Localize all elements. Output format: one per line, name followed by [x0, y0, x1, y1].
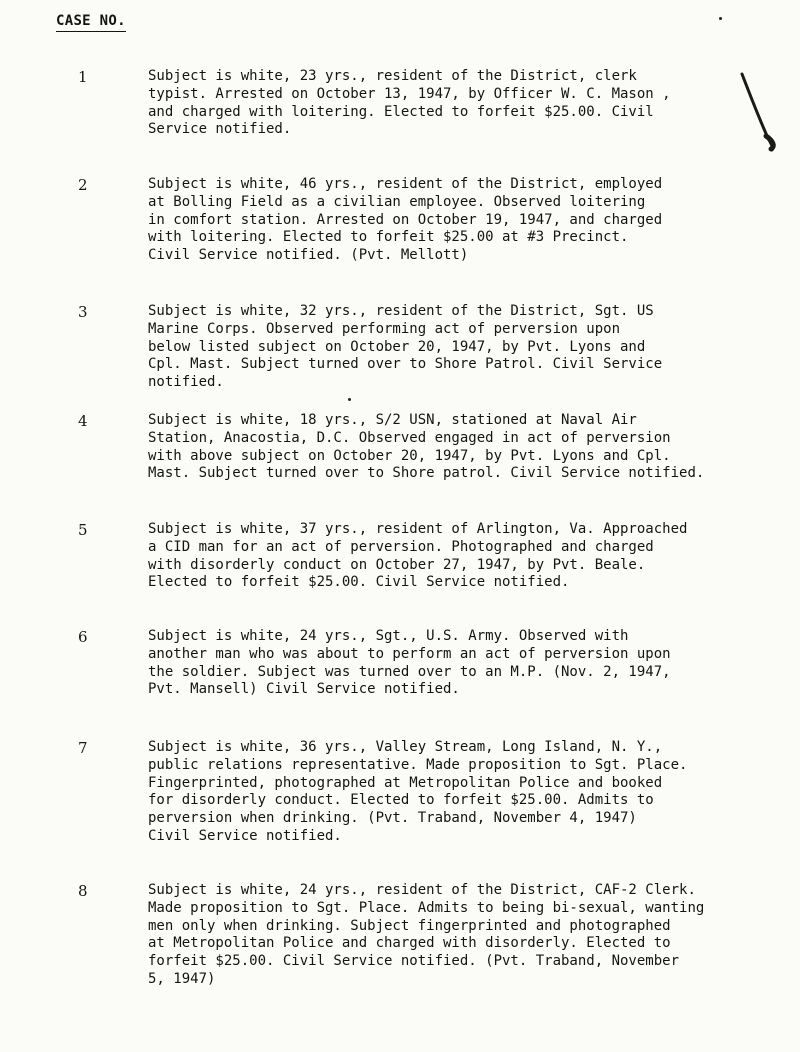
case-number-header: CASE NO. — [56, 12, 126, 32]
case-number: 3 — [78, 303, 88, 321]
case-number: 6 — [78, 628, 88, 646]
case-description: Subject is white, 23 yrs., resident of the District, clerk typist. Arrested on October 13, 1947, by Officer W. C. Mason , and charged with loitering. Elected to forfeit $25.00. Civil Service notified. — [148, 68, 671, 138]
case-number: 5 — [78, 521, 88, 539]
case-description: Subject is white, 18 yrs., S/2 USN, stationed at Naval Air Station, Anacostia, D.C. Observed engaged in act of perversion with above subject on October 20, 1947, by Pvt. Lyons and Cpl. Mast. Subject turned over to Shore patrol. Civil Service notified. — [148, 412, 705, 482]
case-number: 7 — [78, 739, 88, 757]
case-number: 1 — [78, 68, 88, 86]
case-description: Subject is white, 24 yrs., resident of the District, CAF-2 Clerk. Made proposition to Sgt. Place. Admits to being bi-sexual, wanting men only when drinking. Subject fingerprinted and photographed at Metropolitan Police and charged with disorderly. Elected to forfeit $25.00. Civil Service notified. (Pvt. Traband, November 5, 1947) — [148, 882, 705, 987]
case-description: Subject is white, 32 yrs., resident of the District, Sgt. US Marine Corps. Observed performing act of perversion upon below listed subject on October 20, 1947, by Pvt. Lyons and Cpl. Mast. Subject turned over to Shore Patrol. Civil Service notified. — [148, 303, 663, 391]
ink-dot — [348, 398, 351, 401]
ink-dot — [719, 17, 722, 20]
case-number: 8 — [78, 882, 88, 900]
case-description: Subject is white, 36 yrs., Valley Stream, Long Island, N. Y., public relations representative. Made proposition to Sgt. Place. Fingerprinted, photographed at Metropolitan Police and booked for disorderly conduct. Elected to forfeit $25.00. Admits to perversion when drinking. (Pvt. Traband, November 4, 1947) Civil Service notified. — [148, 739, 688, 844]
case-description: Subject is white, 46 yrs., resident of the District, employed at Bolling Field as a civilian employee. Observed loitering in comfort station. Arrested on October 19, 1947, and charged with loitering. Elected to forfeit $25.00 at #3 Precinct. Civil Service notified. (Pvt. Mellott) — [148, 176, 663, 264]
case-number: 4 — [78, 412, 88, 430]
case-number: 2 — [78, 176, 88, 194]
case-description: Subject is white, 24 yrs., Sgt., U.S. Army. Observed with another man who was about to perform an act of perversion upon the soldier. Subject was turned over to an M.P. (Nov. 2, 1947, Pvt. Mansell) Civil Service notified. — [148, 628, 671, 698]
case-description: Subject is white, 37 yrs., resident of Arlington, Va. Approached a CID man for an act of perversion. Photographed and charged with disorderly conduct on October 27, 1947, by Pvt. Beale. Elected to forfeit $25.00. Civil Service notified. — [148, 521, 688, 591]
